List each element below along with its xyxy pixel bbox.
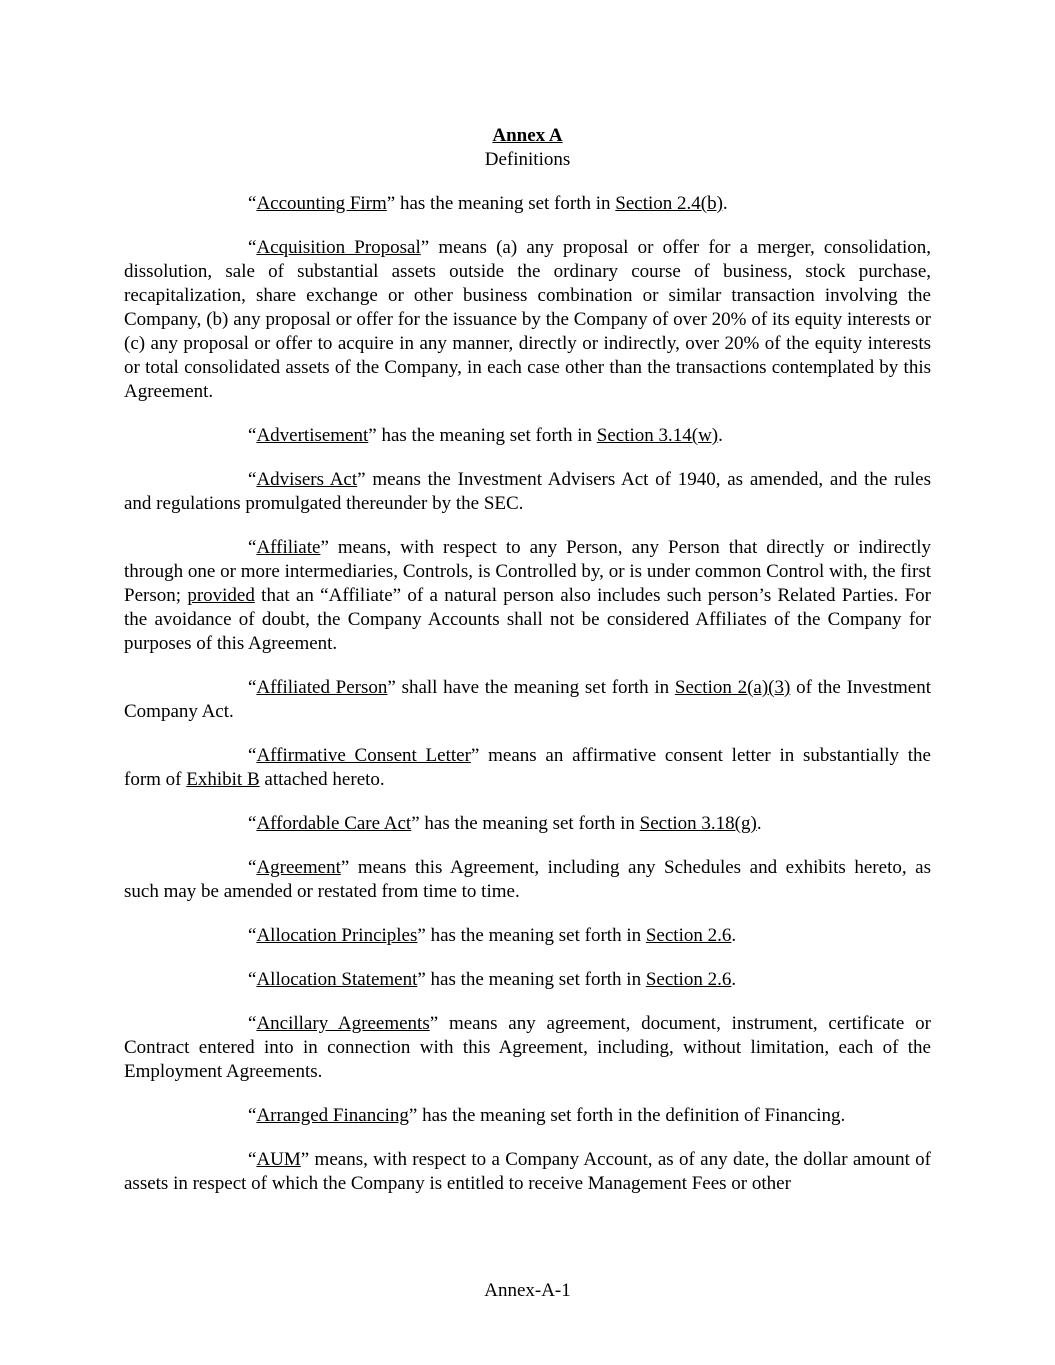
definition-text: ” means this Agreement, including any Schedules and exhibits hereto, as such may be amended or restated from time to time. bbox=[124, 857, 931, 902]
definition-paragraph: “Ancillary Agreements” means any agreement, document, instrument, certificate or Contract entered into in connection with this Agreement, including, without limitation, each of the Employment Agreements. bbox=[124, 1013, 931, 1082]
defined-term: Allocation Statement bbox=[256, 969, 418, 990]
definition-paragraph: “Affiliate” means, with respect to any Person, any Person that directly or indirectly through one or more intermediaries, Controls, is Controlled by, or is under common Control with, the first Person; provided that an “Affiliate” of a natural person also includes such person’s Related Parties. For the avoidance of doubt, the Company Accounts shall not be considered Affiliates of the Company for purposes of this Agreement. bbox=[124, 537, 932, 654]
definition-paragraph: “Affirmative Consent Letter” means an affirmative consent letter in substantially the form of Exhibit B attached hereto. bbox=[124, 745, 931, 790]
cross-reference: Section 3.18(g) bbox=[639, 813, 757, 834]
definition-text: ” has the meaning set forth in bbox=[411, 813, 640, 834]
definition-text: attached hereto. bbox=[259, 769, 385, 790]
document-page bbox=[124, 124, 931, 1216]
definition-text: ” has the meaning set forth in bbox=[386, 193, 616, 214]
definition-text: ” means an affirmative consent letter in substantially the form of bbox=[124, 745, 931, 790]
definition-text: ” means, with respect to a Company Account, as of any date, the dollar amount of assets in respect of which the Company is entitled to receive Management Fees or other bbox=[124, 1149, 931, 1194]
definition-paragraph: “Allocation Statement” has the meaning set forth in Section 2.6. bbox=[248, 969, 737, 990]
definition-paragraph: “AUM” means, with respect to a Company Account, as of any date, the dollar amount of assets in respect of which the Company is entitled to receive Management Fees or other bbox=[124, 1149, 931, 1194]
definition-text: ” has the meaning set forth in bbox=[368, 425, 597, 446]
definition-text: . bbox=[731, 969, 737, 990]
definition-paragraph: “Accounting Firm” has the meaning set forth in Section 2.4(b). bbox=[248, 193, 728, 214]
definition-paragraph: “Affiliated Person” shall have the meaning set forth in Section 2(a)(3) of the Investment Company Act. bbox=[124, 677, 931, 722]
defined-term: Acquisition Proposal bbox=[256, 237, 421, 258]
definition-text: ” means the Investment Advisers Act of 1940, as amended, and the rules and regulations promulgated thereunder by the SEC. bbox=[124, 469, 932, 514]
defined-term: Advertisement bbox=[256, 425, 369, 446]
cross-reference: Section 2.6 bbox=[645, 969, 732, 990]
cross-reference: provided bbox=[187, 585, 255, 606]
defined-term: Affiliated Person bbox=[256, 677, 388, 698]
cross-reference: Section 3.14(w) bbox=[596, 425, 719, 446]
annex-title: Annex A bbox=[492, 125, 563, 146]
defined-term: Arranged Financing bbox=[256, 1105, 409, 1126]
definition-text: ” has the meaning set forth in bbox=[417, 969, 646, 990]
defined-term: AUM bbox=[256, 1149, 301, 1170]
definition-paragraph: “Advisers Act” means the Investment Advisers Act of 1940, as amended, and the rules and regulations promulgated thereunder by the SEC. bbox=[124, 469, 932, 514]
definition-paragraph: “Arranged Financing” has the meaning set forth in the definition of Financing. bbox=[248, 1105, 846, 1126]
definition-text: of the Investment Company Act. bbox=[124, 677, 931, 722]
annex-heading bbox=[124, 124, 931, 172]
definition-text: ” shall have the meaning set forth in bbox=[387, 677, 675, 698]
definition-paragraph: “Advertisement” has the meaning set forth in Section 3.14(w). bbox=[248, 425, 723, 446]
defined-term: Advisers Act bbox=[256, 469, 358, 490]
defined-term: Ancillary Agreements bbox=[256, 1013, 430, 1034]
definition-text: ” means (a) any proposal or offer for a merger, consolidation, dissolution, sale of substantial assets outside the ordinary course of business, stock purchase, recapitalization, share exchange or other business combination or similar transaction involving the Company, (b) any proposal or offer for the issuance by the Company of over 20% of its equity interests or (c) any proposal or offer to acquire in any manner, directly or indirectly, over 20% of the equity interests or total consolidated assets of the Company, in each case other than the transactions contemplated by this Agreement. bbox=[124, 237, 931, 402]
definitions-list bbox=[124, 192, 931, 1196]
definition-text: ” means any agreement, document, instrument, certificate or Contract entered into in connection with this Agreement, including, without limitation, each of the Employment Agreements. bbox=[124, 1013, 931, 1082]
definition-paragraph: “Agreement” means this Agreement, including any Schedules and exhibits hereto, as such may be amended or restated from time to time. bbox=[124, 857, 931, 902]
definition-text: . bbox=[756, 813, 762, 834]
defined-term: Affordable Care Act bbox=[256, 813, 412, 834]
defined-term: Affiliate bbox=[256, 537, 321, 558]
defined-term: Accounting Firm bbox=[256, 193, 387, 214]
definition-text: . bbox=[731, 925, 737, 946]
definition-text: ” has the meaning set forth in bbox=[417, 925, 646, 946]
definition-text: ” has the meaning set forth in the definition of Financing. bbox=[408, 1105, 846, 1126]
annex-subtitle: Definitions bbox=[484, 149, 571, 170]
definition-text: that an “Affiliate” of a natural person also includes such person’s Related Parties. For the avoidance of doubt, the Company Accounts shall not be considered Affiliates of the Company for purposes of this Agreement. bbox=[124, 585, 932, 654]
defined-term: Allocation Principles bbox=[256, 925, 418, 946]
defined-term: Agreement bbox=[256, 857, 341, 878]
definition-text: ” means, with respect to any Person, any Person that directly or indirectly through one or more intermediaries, Controls, is Controlled by, or is under common Control with, the first Person; bbox=[124, 537, 931, 606]
cross-reference: Section 2(a)(3) bbox=[674, 677, 791, 698]
definition-text: . bbox=[718, 425, 723, 446]
definition-text: . bbox=[722, 193, 728, 214]
cross-reference: Section 2.6 bbox=[645, 925, 732, 946]
defined-term: Affirmative Consent Letter bbox=[256, 745, 471, 766]
page-footer: Annex-A-1 bbox=[484, 1280, 571, 1301]
definition-paragraph: “Allocation Principles” has the meaning set forth in Section 2.6. bbox=[248, 925, 737, 946]
definition-paragraph: “Acquisition Proposal” means (a) any proposal or offer for a merger, consolidation, dissolution, sale of substantial assets outside the ordinary course of business, stock purchase, recapitalization, share exchange or other business combination or similar transaction involving the Company, (b) any proposal or offer for the issuance by the Company of over 20% of its equity interests or (c) any proposal or offer to acquire in any manner, directly or indirectly, over 20% of the equity interests or total consolidated assets of the Company, in each case other than the transactions contemplated by this Agreement. bbox=[124, 237, 931, 402]
cross-reference: Section 2.4(b) bbox=[615, 193, 723, 214]
definition-paragraph: “Affordable Care Act” has the meaning set forth in Section 3.18(g). bbox=[248, 813, 762, 834]
cross-reference: Exhibit B bbox=[186, 769, 260, 790]
